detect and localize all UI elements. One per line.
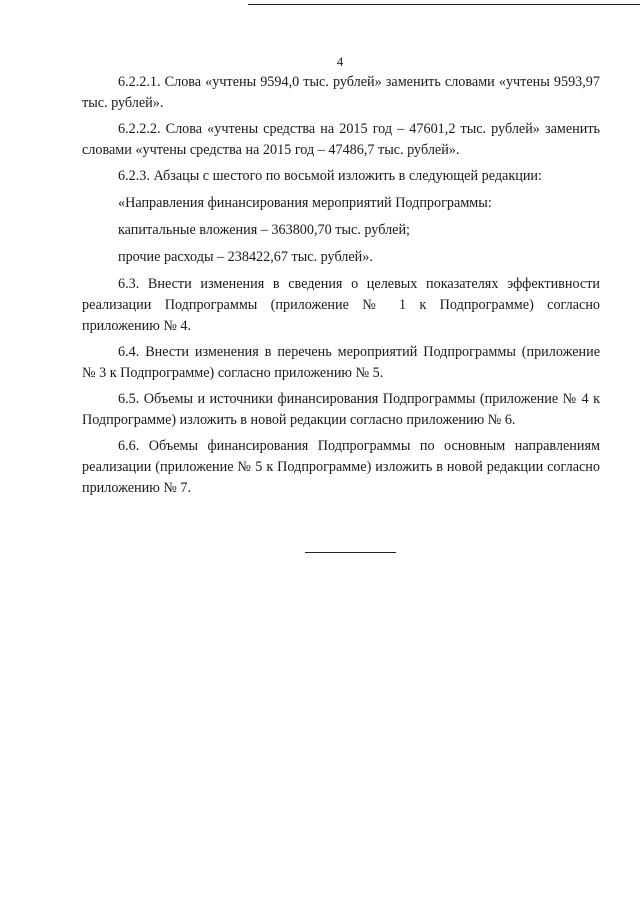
top-border-line — [248, 4, 640, 5]
paragraph-6-5: 6.5. Объемы и источники финансирования Подпрограммы (приложение № 4 к Подпрограмме) изложить в новой редакции согласно приложению № 6. — [82, 391, 600, 428]
paragraph-6-6: 6.6. Объемы финансирования Подпрограммы по основным направлениям реализации (приложение № 5 к Подпрограмме) изложить в новой редакции согласно приложению № 7. — [82, 438, 600, 496]
paragraph-6-4: 6.4. Внести изменения в перечень мероприятий Подпрограммы (приложение № 3 к Подпрограмме) согласно приложению № 5. — [82, 344, 600, 381]
quote-heading: «Направления финансирования мероприятий Подпрограммы: — [118, 195, 492, 211]
paragraph-6-2-3: 6.2.3. Абзацы с шестого по восьмой изложить в следующей редакции: — [118, 168, 542, 184]
paragraph-6-2-2-2: 6.2.2.2. Слова «учтены средства на 2015 год – 47601,2 тыс. рублей» заменить словами «учтены средства на 2015 год – 47486,7 тыс. рублей». — [82, 121, 600, 158]
document-body — [82, 72, 600, 504]
paragraph-6-2-2-1: 6.2.2.1. Слова «учтены 9594,0 тыс. рублей» заменить словами «учтены 9593,97 тыс. рублей». — [82, 74, 600, 111]
page-number: 4 — [336, 54, 344, 69]
quote-capital-investments: капитальные вложения – 363800,70 тыс. рублей; — [118, 222, 410, 238]
end-separator-line — [305, 552, 396, 553]
paragraph-6-3: 6.3. Внести изменения в сведения о целевых показателях эффективности реализации Подпрограммы (приложение № 1 к Подпрограмме) согласно приложению № 4. — [82, 276, 600, 334]
quote-other-expenses: прочие расходы – 238422,67 тыс. рублей». — [118, 249, 373, 265]
